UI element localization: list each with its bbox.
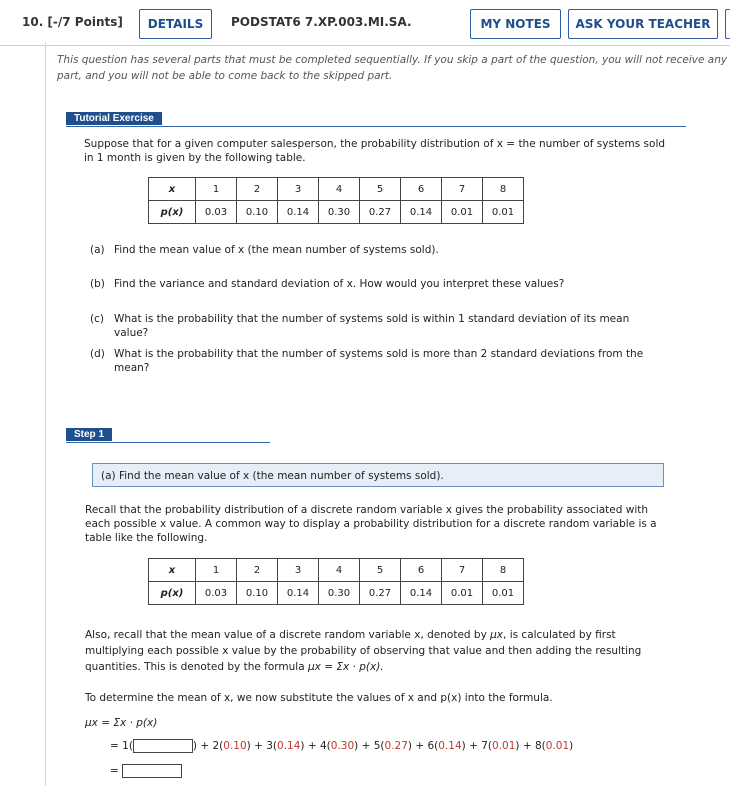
term-probability: 0.30 bbox=[330, 740, 355, 752]
question-header bbox=[0, 0, 730, 46]
x-value: 1 bbox=[196, 178, 237, 201]
mean-formula: μx = Σx · p(x). bbox=[308, 661, 384, 673]
step1-label: Step 1 bbox=[66, 428, 112, 441]
term-coefficient: 5( bbox=[373, 740, 385, 752]
term-coefficient: 6( bbox=[427, 740, 439, 752]
table-row bbox=[149, 559, 524, 582]
term-coefficient: 7( bbox=[481, 740, 493, 752]
px-header: p(x) bbox=[149, 582, 196, 605]
x-value: 3 bbox=[278, 559, 319, 582]
x-value: 4 bbox=[319, 559, 360, 582]
determine-text: To determine the mean of x, we now substitute the values of x and p(x) into the formula. bbox=[85, 692, 553, 704]
step1-header bbox=[66, 428, 270, 443]
x-value: 1 bbox=[196, 559, 237, 582]
x-value: 4 bbox=[319, 178, 360, 201]
px-value: 0.14 bbox=[401, 582, 442, 605]
x-value: 2 bbox=[237, 559, 278, 582]
px-value: 0.01 bbox=[483, 582, 524, 605]
distribution-table bbox=[148, 177, 524, 224]
px-value: 0.14 bbox=[278, 201, 319, 224]
term-coefficient: 2( bbox=[212, 740, 224, 752]
px-value: 0.10 bbox=[237, 582, 278, 605]
x-value: 5 bbox=[360, 178, 401, 201]
x-header: x bbox=[149, 559, 196, 582]
term-probability: 0.01 bbox=[545, 740, 570, 752]
substitution-terms: + 2(0.10) + 3(0.14) + 4(0.30) + 5(0.27) + 6(0.14) + 7(0.01) + 8(0.01) bbox=[200, 740, 574, 752]
term-coefficient: 8( bbox=[535, 740, 546, 752]
table-row bbox=[149, 582, 524, 605]
px-value: 0.01 bbox=[483, 201, 524, 224]
x-value: 3 bbox=[278, 178, 319, 201]
px-value: 0.14 bbox=[278, 582, 319, 605]
px-value: 0.30 bbox=[319, 201, 360, 224]
px-value: 0.01 bbox=[442, 201, 483, 224]
my-notes-button[interactable]: MY NOTES bbox=[470, 9, 561, 39]
term-coefficient: 3( bbox=[266, 740, 278, 752]
recall-text-2: Also, recall that the mean value of a discrete random variable x, denoted by μx, is calculated by first multiplying each possible x value by the probability of observing that value and then adding the resulting quantities. This is denoted by the formula μx = Σx · p(x). bbox=[85, 629, 642, 673]
term-probability: 0.27 bbox=[384, 740, 408, 752]
term-probability: 0.14 bbox=[438, 740, 462, 752]
table-row bbox=[149, 178, 524, 201]
problem-code: PODSTAT6 7.XP.003.MI.SA. bbox=[231, 15, 412, 29]
x-value: 6 bbox=[401, 178, 442, 201]
px-value: 0.27 bbox=[360, 201, 401, 224]
px-value: 0.10 bbox=[237, 201, 278, 224]
left-border bbox=[45, 42, 46, 786]
details-button[interactable]: DETAILS bbox=[139, 9, 212, 39]
problem-text: Suppose that for a given computer salesperson, the probability distribution of x = the number of systems sold in 1 month is given by the following table. bbox=[84, 138, 666, 164]
ask-your-teacher-button[interactable]: ASK YOUR TEACHER bbox=[568, 9, 718, 39]
step1-part-a-box: (a) Find the mean value of x (the mean number of systems sold). bbox=[92, 463, 664, 487]
px-value: 0.14 bbox=[401, 201, 442, 224]
intro-note: This question has several parts that must be completed sequentially. If you skip a part of the question, you will not receive any part, and you will not be able to come back to the skipped part. bbox=[57, 54, 728, 82]
recall-text-1: Recall that the probability distribution of a discrete random variable x gives the probability associated with each possible x value. A common way to display a probability distribution for a discrete random variable is a table like the following. bbox=[85, 504, 657, 544]
mean-result-line: = bbox=[110, 764, 182, 778]
px-value: 0.27 bbox=[360, 582, 401, 605]
x-value: 7 bbox=[442, 559, 483, 582]
x-header: x bbox=[149, 178, 196, 201]
term-probability: 0.10 bbox=[223, 740, 247, 752]
x-value: 2 bbox=[237, 178, 278, 201]
x-value: 8 bbox=[483, 559, 524, 582]
mean-answer-input[interactable] bbox=[122, 764, 182, 778]
x-value: 7 bbox=[442, 178, 483, 201]
px-value: 0.03 bbox=[196, 582, 237, 605]
answer-input-p1[interactable] bbox=[133, 739, 193, 753]
x-value: 8 bbox=[483, 178, 524, 201]
x-value: 5 bbox=[360, 559, 401, 582]
px-header: p(x) bbox=[149, 201, 196, 224]
distribution-table-step1 bbox=[148, 558, 524, 605]
extra-button[interactable] bbox=[725, 9, 730, 39]
px-value: 0.01 bbox=[442, 582, 483, 605]
formula-line: μx = Σx · p(x) bbox=[85, 717, 158, 729]
tutorial-header bbox=[66, 112, 686, 127]
table-row bbox=[149, 201, 524, 224]
question-number: 10. [-/7 Points] bbox=[22, 15, 123, 29]
term-probability: 0.01 bbox=[492, 740, 516, 752]
px-value: 0.30 bbox=[319, 582, 360, 605]
substitution-line: = 1( ) + 2(0.10) + 3(0.14) + 4(0.30) + 5(0.27) + 6(0.14) + 7(0.01) + 8(0.01) bbox=[110, 740, 574, 752]
x-value: 6 bbox=[401, 559, 442, 582]
px-value: 0.03 bbox=[196, 201, 237, 224]
tutorial-label: Tutorial Exercise bbox=[66, 112, 162, 125]
term-probability: 0.14 bbox=[277, 740, 301, 752]
term-coefficient: 4( bbox=[320, 740, 331, 752]
